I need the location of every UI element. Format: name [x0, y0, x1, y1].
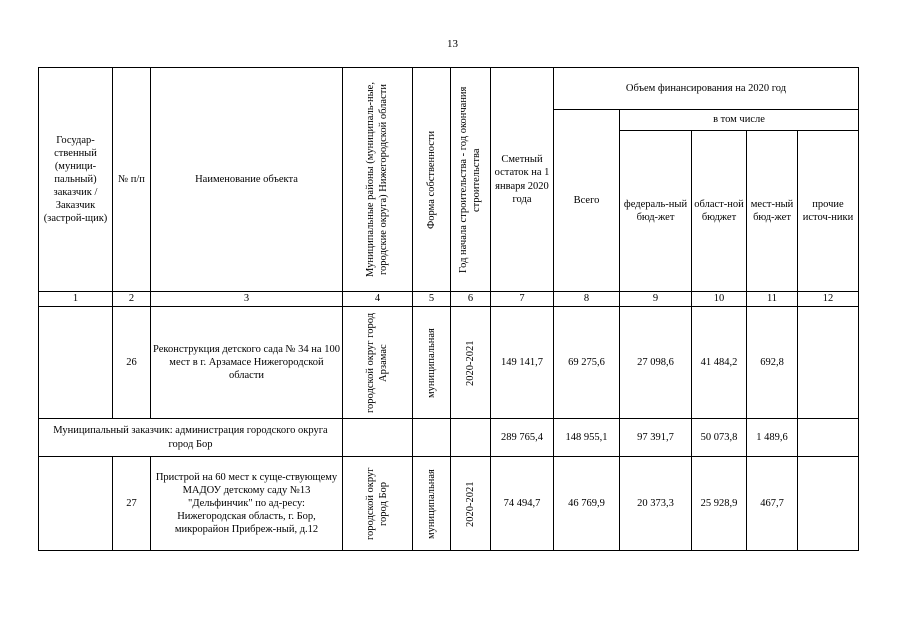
- header-districts-text: Муниципальные районы (муниципаль-ные, городские округа) Нижегородской области: [365, 82, 390, 277]
- customer-group-empty: [413, 419, 451, 457]
- row-district: [343, 457, 413, 551]
- customer-group-regional: 50 073,8: [692, 419, 747, 457]
- customer-group-local: 1 489,6: [747, 419, 798, 457]
- table-row: [39, 307, 859, 419]
- header-local: мест-ный бюд-жет: [747, 131, 798, 292]
- row-federal: 20 373,3: [620, 457, 692, 551]
- row-object-name: Пристрой на 60 мест к суще-ствующему МАДОУ детскому саду №13 "Дельфинчик" по ад-ресу: Нижегородская область, г. Бор, микрорайон Прибреж-ный, д.12: [151, 457, 343, 551]
- col-index: 12: [798, 292, 859, 307]
- customer-group-label: Муниципальный заказчик: администрация городского округа город Бор: [39, 419, 343, 457]
- row-local: 467,7: [747, 457, 798, 551]
- header-districts: [343, 68, 413, 292]
- row-years: [451, 457, 491, 551]
- header-no: № п/п: [113, 68, 151, 292]
- header-years-text: Год начала строительства - год окончания строительства: [458, 86, 483, 273]
- col-index: 7: [491, 292, 554, 307]
- table-row: [39, 457, 859, 551]
- header-regional: област-ной бюджет: [692, 131, 747, 292]
- customer-group-empty: [451, 419, 491, 457]
- header-federal: федераль-ный бюд-жет: [620, 131, 692, 292]
- financing-table: [38, 67, 859, 551]
- col-index: 11: [747, 292, 798, 307]
- row-no: 26: [113, 307, 151, 419]
- row-customer: [39, 457, 113, 551]
- column-index-row: [39, 292, 859, 307]
- header-ownership: [413, 68, 451, 292]
- col-index: 6: [451, 292, 491, 307]
- customer-group-row: [39, 419, 859, 457]
- row-district-text: городской округ город Арзамас: [365, 312, 390, 413]
- row-ownership: [413, 457, 451, 551]
- col-index: 10: [692, 292, 747, 307]
- row-ownership-text: муниципальная: [425, 327, 437, 398]
- row-other: [798, 457, 859, 551]
- header-total: Всего: [554, 110, 620, 292]
- row-total: 46 769,9: [554, 457, 620, 551]
- header-other: прочие источ-ники: [798, 131, 859, 292]
- row-ownership: [413, 307, 451, 419]
- header-years: [451, 68, 491, 292]
- customer-group-federal: 97 391,7: [620, 419, 692, 457]
- header-customer: Государ-ственный (муници-пальный) заказчик / Заказчик (застрой-щик): [39, 68, 113, 292]
- row-district: [343, 307, 413, 419]
- header-object-name: Наименование объекта: [151, 68, 343, 292]
- row-local: 692,8: [747, 307, 798, 419]
- header-financing: Объем финансирования на 2020 год: [554, 68, 859, 110]
- row-regional: 25 928,9: [692, 457, 747, 551]
- row-district-text: городской округ город Бор: [365, 467, 390, 540]
- row-remainder: 149 141,7: [491, 307, 554, 419]
- row-years-text: 2020-2021: [464, 480, 476, 527]
- row-other: [798, 307, 859, 419]
- row-total: 69 275,6: [554, 307, 620, 419]
- col-index: 4: [343, 292, 413, 307]
- col-index: 9: [620, 292, 692, 307]
- row-years-text: 2020-2021: [464, 339, 476, 386]
- row-years: [451, 307, 491, 419]
- customer-group-other: [798, 419, 859, 457]
- col-index: 2: [113, 292, 151, 307]
- customer-group-empty: [343, 419, 413, 457]
- row-ownership-text: муниципальная: [425, 468, 437, 539]
- header-remainder: Сметный остаток на 1 января 2020 года: [491, 68, 554, 292]
- header-including: в том числе: [620, 110, 859, 131]
- row-object-name: Реконструкция детского сада № 34 на 100 мест в г. Арзамасе Нижегородской области: [151, 307, 343, 419]
- customer-group-remainder: 289 765,4: [491, 419, 554, 457]
- header-ownership-text: Форма собственности: [425, 130, 437, 229]
- row-regional: 41 484,2: [692, 307, 747, 419]
- col-index: 3: [151, 292, 343, 307]
- customer-group-total: 148 955,1: [554, 419, 620, 457]
- row-customer: [39, 307, 113, 419]
- row-remainder: 74 494,7: [491, 457, 554, 551]
- col-index: 1: [39, 292, 113, 307]
- col-index: 5: [413, 292, 451, 307]
- row-federal: 27 098,6: [620, 307, 692, 419]
- page-number: 13: [447, 38, 458, 50]
- col-index: 8: [554, 292, 620, 307]
- row-no: 27: [113, 457, 151, 551]
